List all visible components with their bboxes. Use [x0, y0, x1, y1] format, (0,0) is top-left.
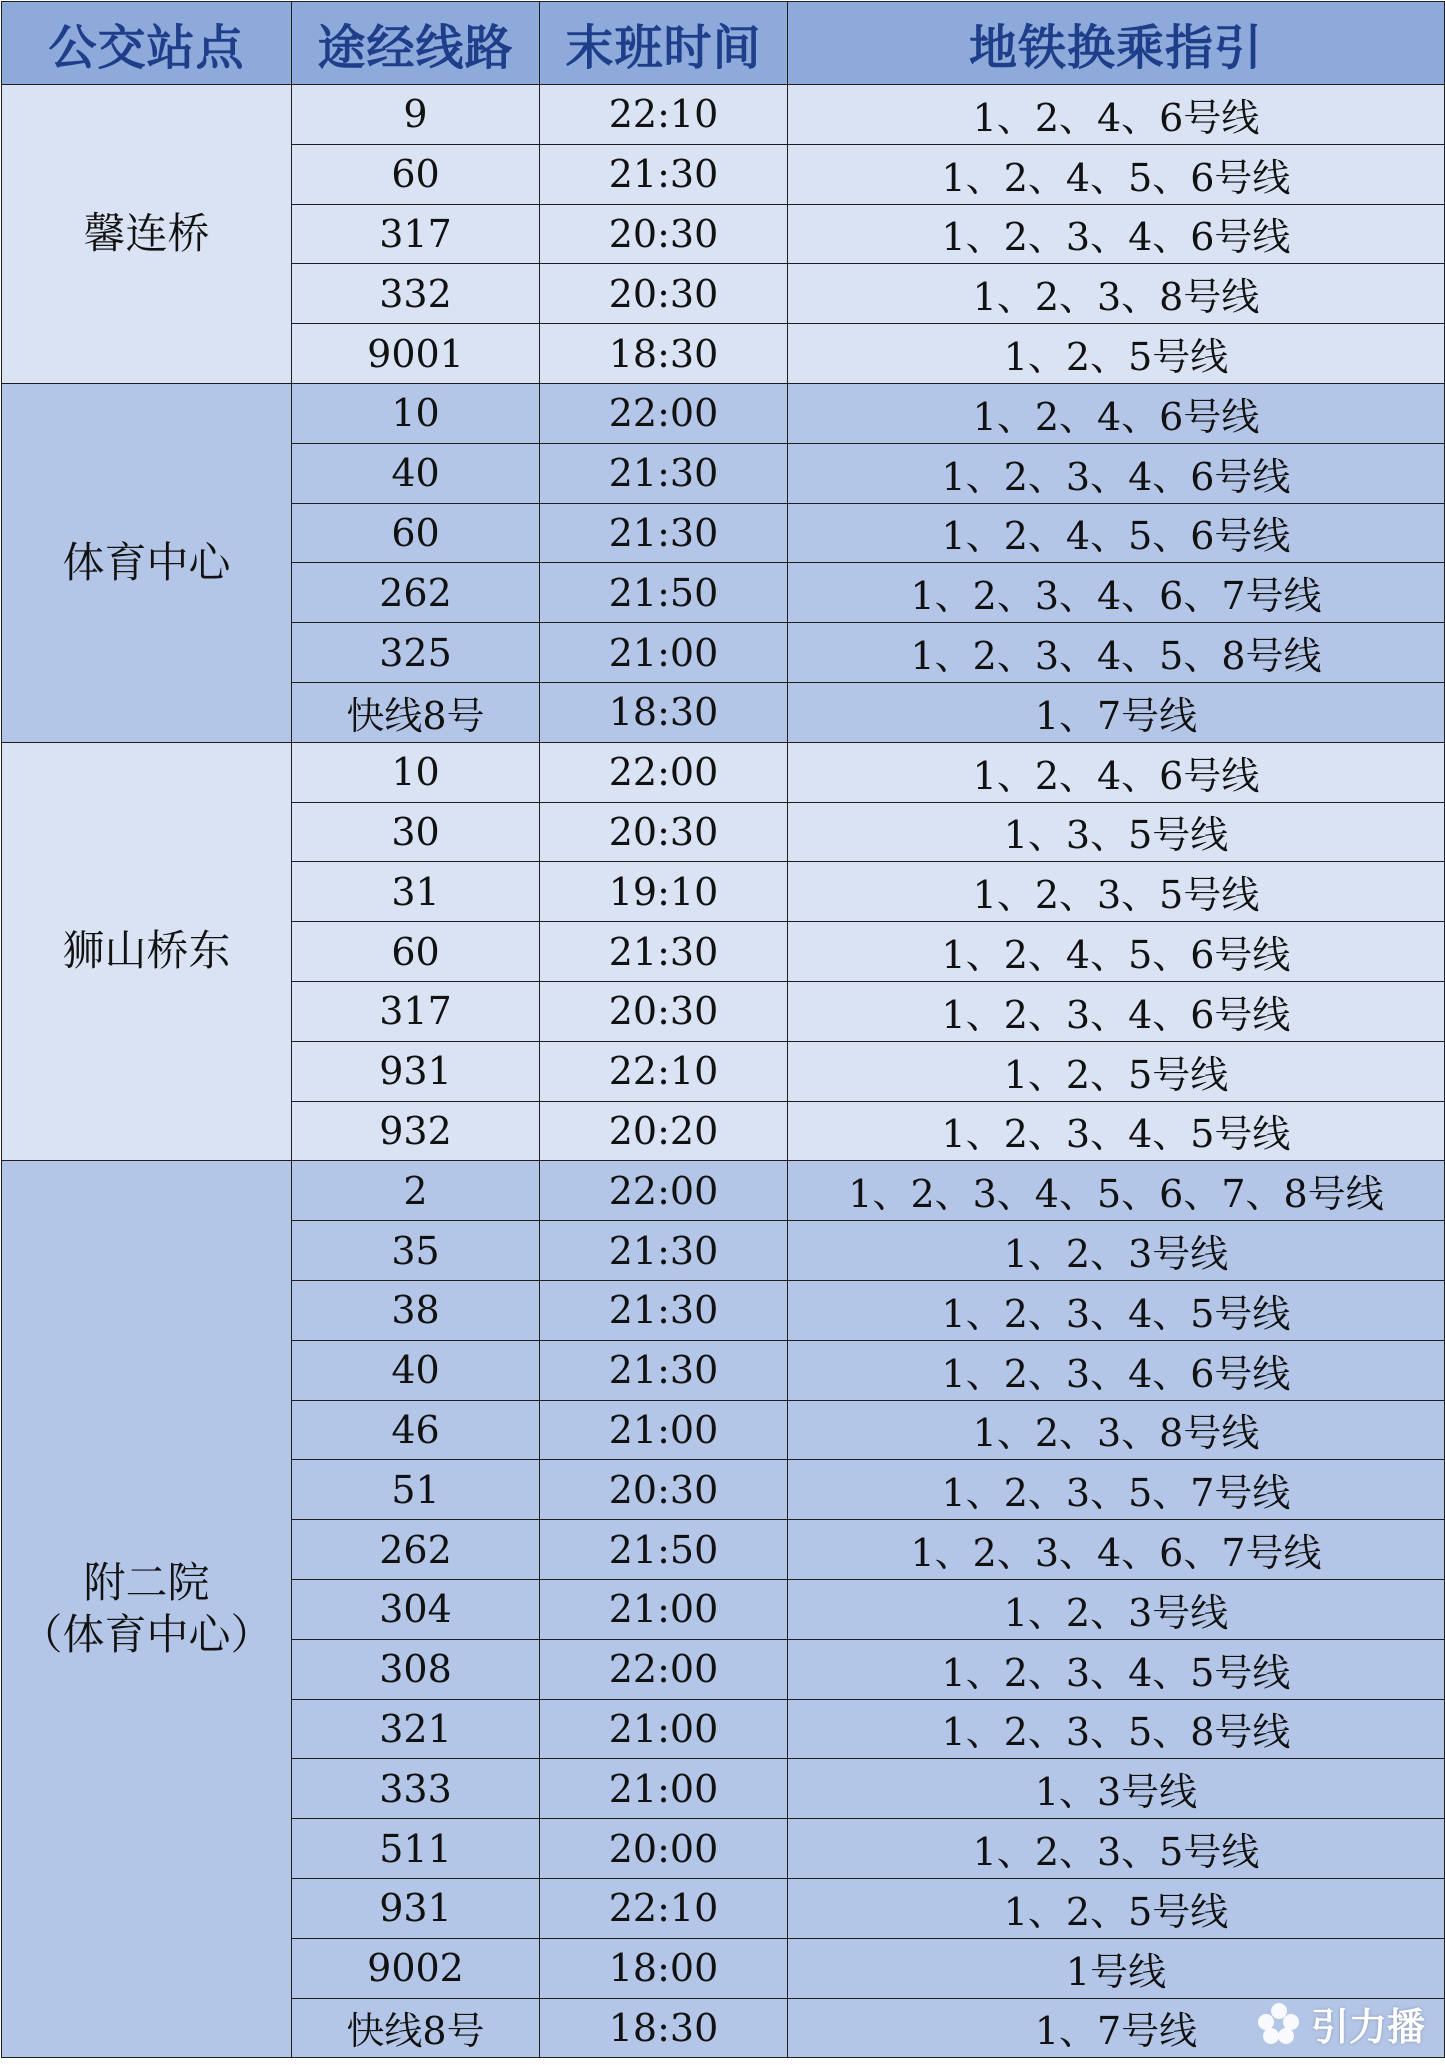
last-bus-time-cell: 18:00	[540, 1938, 788, 1998]
route-cell: 304	[292, 1579, 540, 1639]
last-bus-time-cell: 20:20	[540, 1101, 788, 1161]
route-cell: 333	[292, 1759, 540, 1819]
route-cell: 321	[292, 1699, 540, 1759]
subway-transfer-cell: 1、2、5号线	[788, 1878, 1445, 1938]
header-route: 途经线路	[292, 2, 540, 85]
route-cell: 40	[292, 1340, 540, 1400]
subway-transfer-cell: 1、2、4、6号线	[788, 85, 1445, 145]
route-cell: 262	[292, 563, 540, 623]
subway-transfer-cell: 1、2、4、6号线	[788, 742, 1445, 802]
route-cell: 60	[292, 922, 540, 982]
bus-subway-transfer-table	[1, 1, 1445, 2058]
last-bus-time-cell: 22:10	[540, 1041, 788, 1101]
last-bus-time-cell: 21:50	[540, 1520, 788, 1580]
subway-transfer-cell: 1、2、5号线	[788, 324, 1445, 384]
subway-transfer-cell: 1、2、3、4、5号线	[788, 1280, 1445, 1340]
last-bus-time-cell: 21:30	[540, 922, 788, 982]
subway-transfer-cell: 1、2、3、5、7号线	[788, 1460, 1445, 1520]
last-bus-time-cell: 21:30	[540, 503, 788, 563]
subway-transfer-cell: 1、2、3、4、6、7号线	[788, 1520, 1445, 1580]
last-bus-time-cell: 22:10	[540, 1878, 788, 1938]
subway-transfer-cell: 1、3号线	[788, 1759, 1445, 1819]
route-cell: 30	[292, 802, 540, 862]
subway-transfer-cell: 1、2、4、5、6号线	[788, 922, 1445, 982]
route-cell: 317	[292, 204, 540, 264]
subway-transfer-cell: 1、2、4、6号线	[788, 383, 1445, 443]
subway-transfer-cell: 1、2、3、8号线	[788, 1400, 1445, 1460]
subway-transfer-cell: 1、2、4、5、6号线	[788, 503, 1445, 563]
station-name-cell: 狮山桥东	[2, 742, 292, 1161]
table-row	[2, 742, 1445, 802]
route-cell: 308	[292, 1639, 540, 1699]
route-cell: 511	[292, 1819, 540, 1879]
subway-transfer-cell: 1、2、3号线	[788, 1221, 1445, 1281]
route-cell: 10	[292, 383, 540, 443]
last-bus-time-cell: 22:00	[540, 1639, 788, 1699]
route-cell: 10	[292, 742, 540, 802]
subway-transfer-cell: 1、2、3、4、5号线	[788, 1101, 1445, 1161]
subway-transfer-cell: 1、7号线	[788, 682, 1445, 742]
subway-transfer-cell: 1、2、4、5、6号线	[788, 144, 1445, 204]
route-cell: 46	[292, 1400, 540, 1460]
table-row	[2, 383, 1445, 443]
last-bus-time-cell: 22:00	[540, 1161, 788, 1221]
last-bus-time-cell: 20:00	[540, 1819, 788, 1879]
subway-transfer-cell: 1、2、3号线	[788, 1579, 1445, 1639]
last-bus-time-cell: 20:30	[540, 981, 788, 1041]
watermark-text: 引力播	[1310, 2005, 1425, 2049]
route-cell: 60	[292, 144, 540, 204]
last-bus-time-cell: 21:50	[540, 563, 788, 623]
last-bus-time-cell: 22:10	[540, 85, 788, 145]
last-bus-time-cell: 21:00	[540, 1579, 788, 1639]
route-cell: 2	[292, 1161, 540, 1221]
last-bus-time-cell: 21:00	[540, 1759, 788, 1819]
last-bus-time-cell: 22:00	[540, 383, 788, 443]
station-name-cell: 馨连桥	[2, 85, 292, 384]
route-cell: 31	[292, 862, 540, 922]
route-cell: 9001	[292, 324, 540, 384]
subway-transfer-cell: 1、2、3、8号线	[788, 264, 1445, 324]
last-bus-time-cell: 21:00	[540, 623, 788, 683]
subway-transfer-cell: 1、2、3、5、8号线	[788, 1699, 1445, 1759]
subway-transfer-cell: 1、2、3、4、5、6、7、8号线	[788, 1161, 1445, 1221]
last-bus-time-cell: 19:10	[540, 862, 788, 922]
subway-transfer-cell: 1、2、3、5号线	[788, 862, 1445, 922]
subway-transfer-cell: 1、3、5号线	[788, 802, 1445, 862]
route-cell: 9	[292, 85, 540, 145]
subway-transfer-cell: 1、2、5号线	[788, 1041, 1445, 1101]
route-cell: 325	[292, 623, 540, 683]
route-cell: 931	[292, 1041, 540, 1101]
subway-transfer-cell: 1、2、3、4、6号线	[788, 443, 1445, 503]
subway-transfer-cell: 1、2、3、4、6、7号线	[788, 563, 1445, 623]
route-cell: 931	[292, 1878, 540, 1938]
route-cell: 51	[292, 1460, 540, 1520]
route-cell: 快线8号	[292, 682, 540, 742]
header-last-bus-time: 末班时间	[540, 2, 788, 85]
route-cell: 40	[292, 443, 540, 503]
subway-transfer-cell: 1、2、3、4、5、8号线	[788, 623, 1445, 683]
table-row	[2, 85, 1445, 145]
route-cell: 262	[292, 1520, 540, 1580]
route-cell: 快线8号	[292, 1998, 540, 2058]
last-bus-time-cell: 18:30	[540, 682, 788, 742]
subway-transfer-cell: 1、7号线	[788, 1998, 1445, 2058]
route-cell: 38	[292, 1280, 540, 1340]
subway-transfer-cell: 1、2、3、4、6号线	[788, 204, 1445, 264]
last-bus-time-cell: 20:30	[540, 204, 788, 264]
subway-transfer-cell: 1、2、3、4、5号线	[788, 1639, 1445, 1699]
table-header-row	[2, 2, 1445, 85]
last-bus-time-cell: 21:30	[540, 144, 788, 204]
route-cell: 332	[292, 264, 540, 324]
route-cell: 60	[292, 503, 540, 563]
route-cell: 35	[292, 1221, 540, 1281]
last-bus-time-cell: 20:30	[540, 802, 788, 862]
subway-transfer-cell: 1、2、3、5号线	[788, 1819, 1445, 1879]
station-name-cell: 体育中心	[2, 383, 292, 742]
last-bus-time-cell: 21:30	[540, 1340, 788, 1400]
last-bus-time-cell: 20:30	[540, 1460, 788, 1520]
subway-transfer-cell: 1号线	[788, 1938, 1445, 1998]
last-bus-time-cell: 21:30	[540, 1221, 788, 1281]
header-bus-stop: 公交站点	[2, 2, 292, 85]
last-bus-time-cell: 20:30	[540, 264, 788, 324]
last-bus-time-cell: 21:00	[540, 1400, 788, 1460]
header-subway-transfer: 地铁换乘指引	[788, 2, 1445, 85]
subway-transfer-cell: 1、2、3、4、6号线	[788, 1340, 1445, 1400]
last-bus-time-cell: 21:00	[540, 1699, 788, 1759]
last-bus-time-cell: 21:30	[540, 443, 788, 503]
last-bus-time-cell: 18:30	[540, 324, 788, 384]
route-cell: 9002	[292, 1938, 540, 1998]
subway-transfer-cell: 1、2、3、4、6号线	[788, 981, 1445, 1041]
flower-logo-icon	[1253, 1998, 1305, 2050]
last-bus-time-cell: 22:00	[540, 742, 788, 802]
route-cell: 317	[292, 981, 540, 1041]
table-row	[2, 1161, 1445, 1221]
watermark	[1253, 1996, 1425, 2051]
route-cell: 932	[292, 1101, 540, 1161]
last-bus-time-cell: 18:30	[540, 1998, 788, 2058]
station-name-cell: 附二院 （体育中心）	[2, 1161, 292, 2058]
last-bus-time-cell: 21:30	[540, 1280, 788, 1340]
